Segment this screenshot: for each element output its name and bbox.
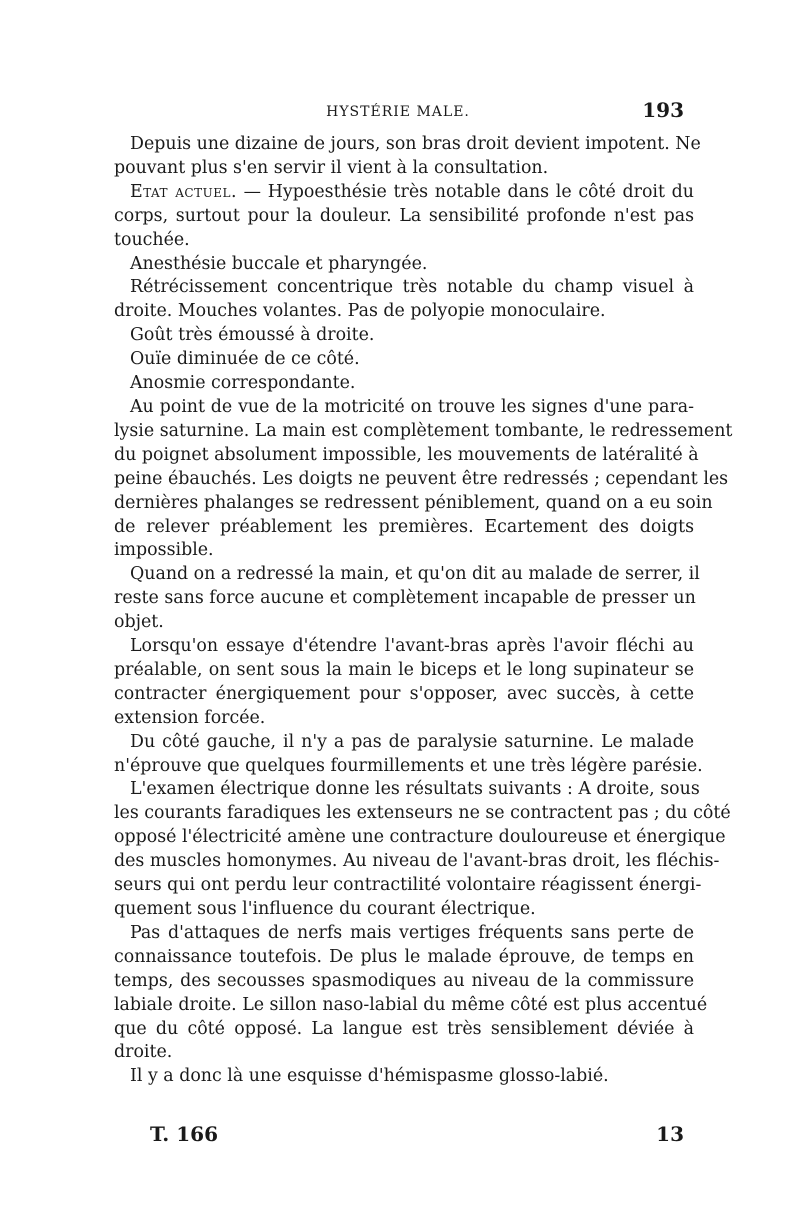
text-line: seurs qui ont perdu leur contractilité volontaire réagissent énergi- — [114, 875, 702, 896]
text-line: des muscles homonymes. Au niveau de l'avant-bras droit, les fléchis- — [114, 851, 720, 872]
text-line: impossible. — [114, 540, 214, 561]
text-line: corps, surtout pour la douleur. La sensibilité profonde n'est pas — [114, 205, 694, 226]
text-line: du poignet absolument impossible, les mouvements de latéralité à — [114, 444, 699, 465]
text-line: Quand on a redressé la main, et qu'on dit au malade de serrer, il — [130, 564, 700, 585]
text-line: Pas d'attaques de nerfs mais vertiges fréquents sans perte de — [130, 922, 694, 943]
text-line: touchée. — [114, 229, 190, 250]
text-line: que du côté opposé. La langue est très sensiblement déviée à — [114, 1018, 694, 1039]
page-footer — [150, 1122, 684, 1152]
text-line: connaissance toutefois. De plus le malade éprouve, de temps en — [114, 946, 694, 967]
text-line — [114, 181, 694, 205]
text-line: Goût très émoussé à droite. — [130, 325, 375, 346]
text-line: préalable, on sent sous la main le biceps et le long supinateur se — [114, 659, 694, 680]
text-line: Lorsqu'on essaye d'étendre l'avant-bras après l'avoir fléchi au — [130, 636, 694, 657]
text-line: Ouïe diminuée de ce côté. — [130, 349, 360, 370]
text-line: Il y a donc là une esquisse d'hémispasme glosso-labié. — [130, 1066, 609, 1087]
text-line-rest: — Hypoesthésie très notable dans le côté droit du — [236, 181, 694, 202]
text-line: Anosmie correspondante. — [130, 373, 356, 394]
body-text — [114, 133, 733, 1089]
text-line: extension forcée. — [114, 707, 266, 728]
text-line: dernières phalanges se redressent péniblement, quand on a eu soin — [114, 492, 713, 513]
text-line: lysie saturnine. La main est complètement tombante, le redressement — [114, 420, 733, 441]
page-number: 193 — [642, 98, 684, 122]
text-line: droite. — [114, 1042, 173, 1063]
page-header — [112, 98, 684, 128]
text-line: droite. Mouches volantes. Pas de polyopie monoculaire. — [114, 301, 606, 322]
text-line: quement sous l'influence du courant électrique. — [114, 899, 536, 919]
text-line: Depuis une dizaine de jours, son bras droit devient impotent. Ne — [130, 134, 701, 154]
text-line: de relever préablement les premières. Ecartement des doigts — [114, 516, 694, 537]
text-line: opposé l'électricité amène une contracture douloureuse et énergique — [114, 827, 726, 848]
text-line: contracter énergiquement pour s'opposer, avec succès, à cette — [114, 683, 694, 704]
running-title: HYSTÉRIE MALE. — [326, 104, 470, 120]
text-line: les courants faradiques les extenseurs ne se contractent pas ; du côté — [114, 803, 731, 824]
section-label: Etat actuel. — [130, 181, 237, 202]
text-line: objet. — [114, 612, 164, 633]
signature-mark: T. 166 — [150, 1122, 218, 1146]
text-line: Du côté gauche, il n'y a pas de paralysie saturnine. Le malade — [130, 731, 694, 752]
sheet-number: 13 — [656, 1122, 684, 1146]
text-line: Rétrécissement concentrique très notable du champ visuel à — [130, 277, 694, 298]
text-line: Anesthésie buccale et pharyngée. — [130, 253, 428, 274]
text-line: reste sans force aucune et complètement incapable de presser un — [114, 588, 696, 609]
text-line: pouvant plus s'en servir il vient à la consultation. — [114, 157, 549, 178]
text-line: labiale droite. Le sillon naso-labial du même côté est plus accentué — [114, 994, 708, 1015]
text-line: Au point de vue de la motricité on trouve les signes d'une para- — [130, 396, 694, 417]
text-line: L'examen électrique donne les résultats suivants : A droite, sous — [130, 779, 700, 800]
text-line: n'éprouve que quelques fourmillements et une très légère parésie. — [114, 755, 703, 776]
text-line: temps, des secousses spasmodiques au niveau de la commissure — [114, 970, 694, 991]
text-line: peine ébauchés. Les doigts ne peuvent être redressés ; cependant les — [114, 468, 729, 489]
